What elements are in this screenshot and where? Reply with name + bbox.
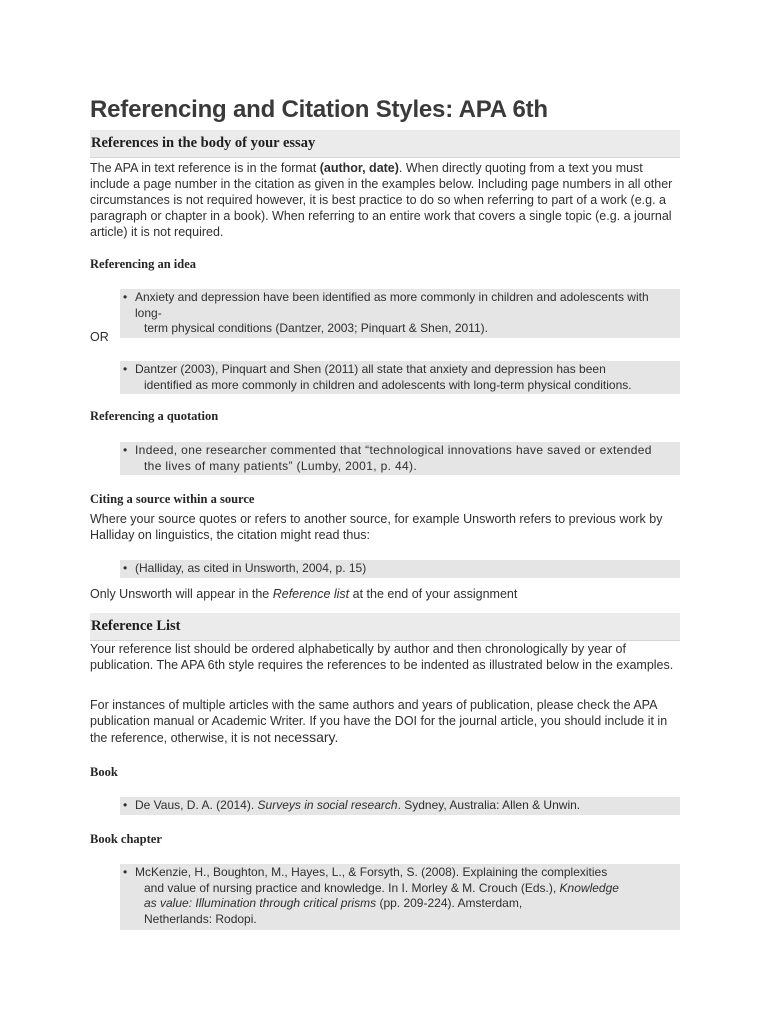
reference-list-paragraph-1: Your reference list should be ordered alphabetically by author and then chronologically by year of publication. The APA 6th style requires the references to be indented as illustrated below in the examples. [90, 642, 674, 672]
list-item [120, 289, 680, 338]
note-italic-term: Reference list [272, 587, 350, 601]
paragraph-text: For instances of multiple articles with the same authors and years of publication, please check the APA publication manual or Academic Writer. If you have the DOI for the journal article, you should include it in the reference, otherwise, it is not nec [90, 698, 668, 745]
section-heading-label: Reference List [91, 618, 181, 634]
chapter-example-list [120, 864, 680, 930]
bullet-icon: • [123, 798, 128, 812]
page-title: Referencing and Citation Styles: APA 6th [90, 96, 548, 123]
bullet-icon: • [123, 865, 128, 879]
reference-publisher: . Sydney, Australia: Allen & Unwin. [397, 798, 581, 812]
list-item-text-continued: identified as more commonly in children and adolescents with long-term physical conditions. [144, 377, 632, 392]
reference-book-title-italic: Knowledge [559, 880, 619, 895]
bullet-icon: • [123, 290, 128, 304]
section-heading-reference-list [90, 613, 680, 641]
note-text-start: Only Unsworth will appear in the [90, 587, 273, 601]
book-example-list [120, 797, 680, 815]
reference-title-italic: Surveys in social research [257, 798, 398, 812]
quotation-example-list [120, 442, 680, 475]
list-item-text: Indeed, one researcher commented that “technological innovations have saved or extended [135, 443, 652, 457]
or-separator: OR [90, 330, 109, 344]
secondary-source-paragraph: Where your source quotes or refers to another source, for example Unsworth refers to previous work by Halliday on linguistics, the citation might read thus: [90, 512, 663, 542]
subheading-book-chapter: Book chapter [90, 832, 162, 846]
bullet-icon: • [123, 443, 128, 457]
list-item [120, 560, 680, 578]
note-text-end: at the end of your assignment [349, 587, 518, 601]
reference-line-3 [135, 896, 676, 912]
subheading-source-within-source: Citing a source within a source [90, 492, 255, 506]
reference-book-title-italic-continued: as value: Illumination through critical prisms [144, 896, 377, 910]
list-item-text: (Halliday, as cited in Unsworth, 2004, p. 15) [135, 561, 367, 575]
bullet-icon: • [123, 362, 128, 376]
idea-example-list [120, 289, 680, 338]
list-item-text-continued: the lives of many patients” (Lumby, 2001, p. 44). [144, 458, 418, 473]
bullet-icon: • [123, 561, 128, 575]
intro-text-rest: . When directly quoting from a text you must include a page number in the citation as given in the examples below. Including page numbers in all other circumstances is not required however, it is best practice to do so when referring to part of a work (e.g. a paragraph or chapter in a book). When referring to an entire work that covers a single topic (e.g. a journal article) it is not required. [90, 161, 673, 239]
list-item [120, 361, 680, 394]
reference-line-2 [135, 881, 676, 897]
section-heading-label: References in the body of your essay [91, 135, 316, 151]
list-item [120, 442, 680, 475]
reference-line-2-text: and value of nursing practice and knowledge. In I. Morley & M. Crouch (Eds.), [144, 880, 560, 895]
intro-format-bold: (author, date) [319, 161, 399, 175]
subheading-referencing-quotation: Referencing a quotation [90, 409, 219, 423]
secondary-example-list [120, 560, 680, 578]
subheading-referencing-idea: Referencing an idea [90, 257, 197, 271]
reference-list-note [90, 586, 680, 602]
idea-alternative-list [120, 361, 680, 394]
list-item [120, 864, 680, 930]
reference-authors: De Vaus, D. A. (2014). [135, 798, 258, 812]
reference-line-1: McKenzie, H., Boughton, M., Hayes, L., & Forsyth, S. (2008). Explaining the complexities [135, 865, 608, 879]
list-item-text: Anxiety and depression have been identified as more commonly in children and adolescents with long- [135, 290, 649, 320]
subheading-book: Book [90, 765, 118, 779]
intro-text-start: The APA in text reference is in the format [90, 161, 320, 175]
intro-paragraph [90, 160, 680, 240]
reference-list-paragraph-2 [90, 697, 680, 746]
reference-pages-location: (pp. 209-224). Amsterdam, [376, 896, 523, 910]
reference-line-4: Netherlands: Rodopi. [144, 911, 257, 926]
list-item [120, 797, 680, 815]
list-item-text-continued: term physical conditions (Dantzer, 2003; Pinquart & Shen, 2011). [144, 321, 488, 335]
paragraph-text-end: essary. [294, 729, 339, 745]
list-item-text: Dantzer (2003), Pinquart and Shen (2011) all state that anxiety and depression has been [135, 362, 606, 376]
section-heading-in-text-references [90, 130, 680, 158]
